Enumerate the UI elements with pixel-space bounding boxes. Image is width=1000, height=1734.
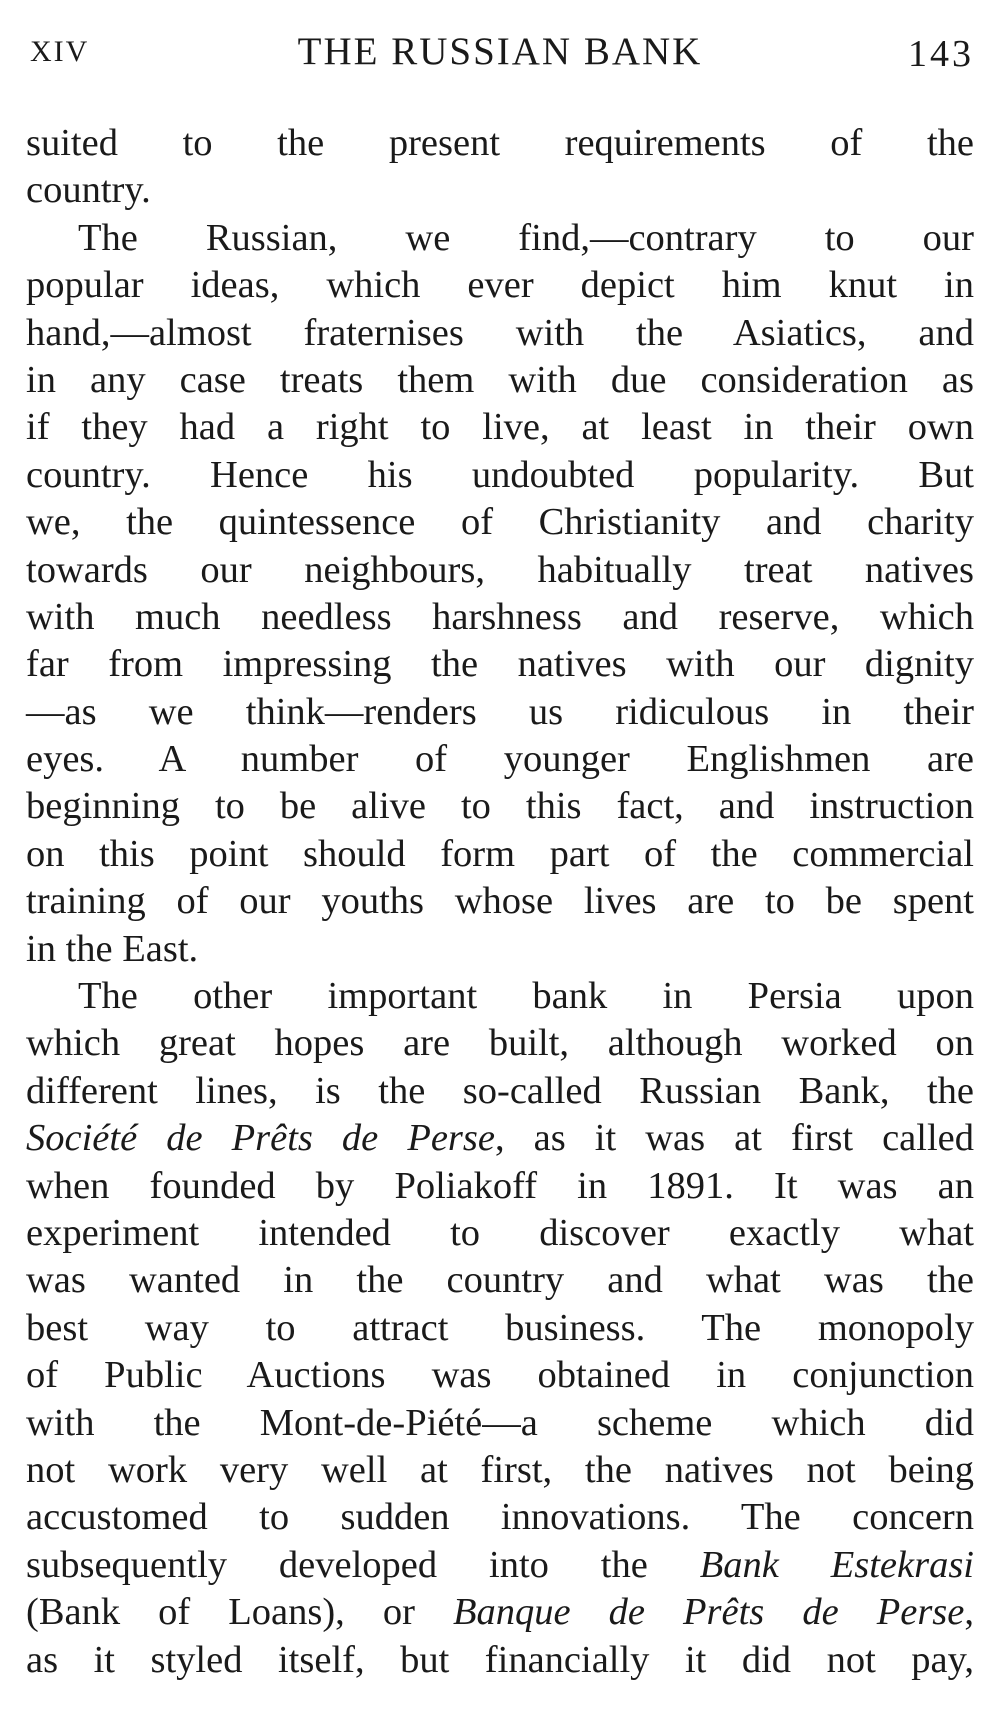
text-segment: on this point should form part of the commercial	[26, 832, 974, 875]
running-header	[26, 22, 974, 82]
running-title: THE RUSSIAN BANK	[297, 30, 703, 73]
text-line	[26, 262, 974, 309]
text-line	[26, 1257, 974, 1304]
text-segment: , as it was at first called	[494, 1117, 974, 1160]
italic-text: Bank Estekrasi	[699, 1543, 974, 1586]
text-segment: if they had a right to live, at least in their own	[26, 406, 974, 449]
text-segment: suited to the present requirements of the	[26, 122, 974, 164]
text-segment: The other important bank in Persia upon	[78, 975, 974, 1018]
text-segment: of Public Auctions was obtained in conjunction	[26, 1354, 974, 1397]
text-line	[26, 452, 974, 499]
text-segment: country. Hence his undoubted popularity. But	[26, 453, 974, 496]
text-segment: with the Mont-de-Piété—a scheme which did	[26, 1401, 974, 1444]
text-segment: (Bank of Loans), or	[26, 1591, 453, 1634]
text-segment: —as we think—renders us ridiculous in their	[26, 690, 974, 733]
text-segment: in the East.	[26, 927, 199, 970]
text-line	[26, 1494, 974, 1541]
text-segment: country.	[26, 169, 151, 212]
text-segment: towards our neighbours, habitually treat natives	[26, 548, 974, 591]
text-segment: best way to attract business. The monopoly	[26, 1306, 974, 1349]
text-segment: far from impressing the natives with our dignity	[26, 643, 974, 686]
text-segment: The Russian, we find,—contrary to our	[78, 216, 974, 259]
text-line	[26, 736, 974, 783]
text-line	[26, 1305, 974, 1352]
text-line	[26, 404, 974, 451]
text-line	[26, 1163, 974, 1210]
text-segment: hand,—almost fraternises with the Asiatics, and	[26, 311, 974, 354]
text-line	[26, 1115, 974, 1162]
text-line	[26, 167, 974, 214]
text-segment: experiment intended to discover exactly what	[26, 1211, 974, 1254]
text-line	[26, 1400, 974, 1447]
text-segment: different lines, is the so-called Russian Bank, the	[26, 1069, 974, 1112]
text-line	[26, 1542, 974, 1589]
text-segment: eyes. A number of younger Englishmen are	[26, 738, 974, 781]
text-segment: beginning to be alive to this fact, and instruction	[26, 785, 974, 828]
text-segment: popular ideas, which ever depict him knut in	[26, 264, 974, 307]
text-segment: subsequently developed into the	[26, 1543, 700, 1586]
text-line	[26, 1589, 974, 1636]
text-line	[26, 926, 974, 973]
body-text	[26, 120, 974, 1684]
text-line	[26, 215, 974, 262]
text-line	[26, 594, 974, 641]
text-line	[26, 1068, 974, 1115]
text-line	[26, 783, 974, 830]
text-segment: as it styled itself, but financially it did not pay,	[26, 1638, 974, 1681]
italic-text: Société de Prêts de Perse	[26, 1117, 495, 1160]
text-segment: training of our youths whose lives are to be spent	[26, 880, 974, 923]
text-segment: which great hopes are built, although worked on	[26, 1022, 974, 1065]
text-line	[26, 1637, 974, 1684]
text-line	[26, 1352, 974, 1399]
italic-text: Banque de Prêts de Perse	[452, 1591, 965, 1634]
page-number: 143	[908, 33, 974, 75]
chapter-number: XIV	[30, 35, 90, 68]
text-line	[26, 831, 974, 878]
text-line	[26, 878, 974, 925]
text-segment: with much needless harshness and reserve, which	[26, 595, 974, 638]
text-segment: when founded by Poliakoff in 1891. It was an	[26, 1164, 974, 1207]
text-line	[26, 1447, 974, 1494]
text-line	[26, 310, 974, 357]
text-segment: was wanted in the country and what was the	[26, 1259, 974, 1302]
text-line	[26, 973, 974, 1020]
text-line	[26, 641, 974, 688]
text-line	[26, 547, 974, 594]
text-segment: in any case treats them with due consideration as	[26, 358, 974, 401]
text-segment: not work very well at first, the natives not being	[26, 1448, 974, 1491]
text-line	[26, 689, 974, 736]
text-line	[26, 1020, 974, 1067]
text-segment: accustomed to sudden innovations. The concern	[26, 1496, 974, 1539]
text-segment: ,	[964, 1591, 974, 1634]
text-line	[26, 499, 974, 546]
text-line	[26, 1210, 974, 1257]
text-line	[26, 357, 974, 404]
text-segment: we, the quintessence of Christianity and charity	[26, 501, 974, 544]
text-line	[26, 120, 974, 167]
book-page	[26, 22, 974, 1684]
